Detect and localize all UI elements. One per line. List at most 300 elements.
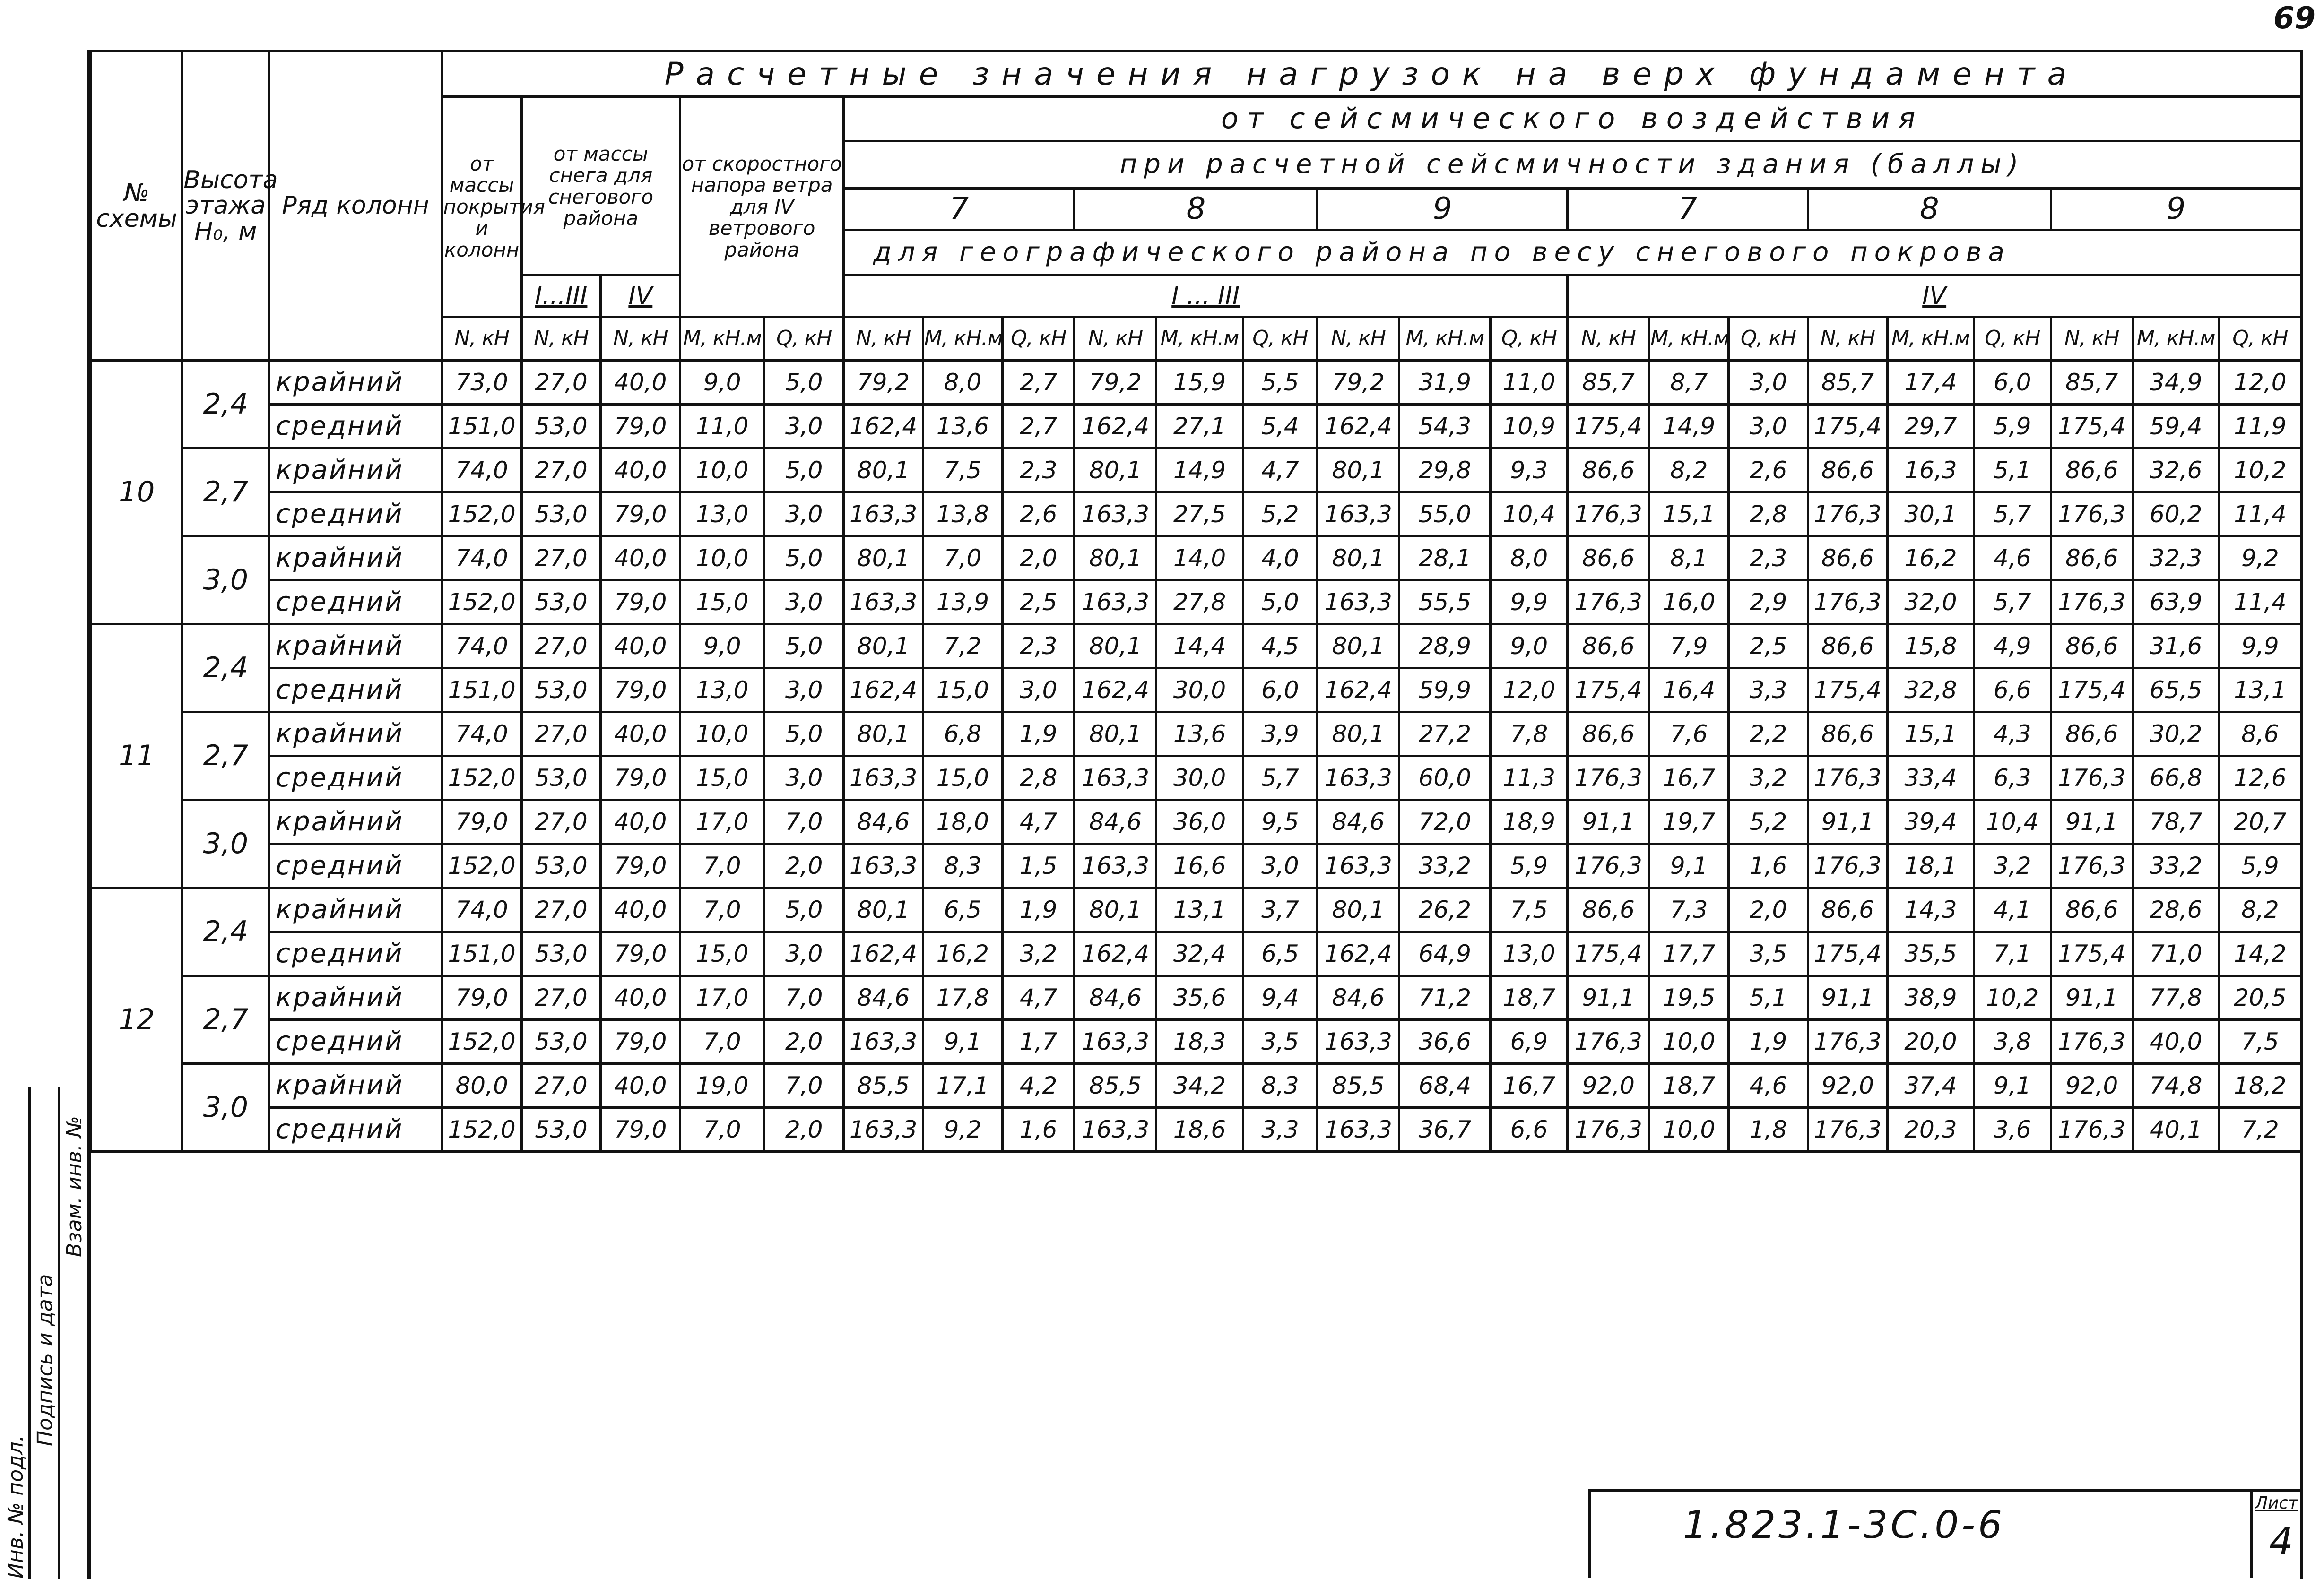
column-row-name: крайний <box>269 536 442 580</box>
unit-snow13-n: N, кН <box>521 317 601 361</box>
value-cell: 1,6 <box>1729 844 1808 888</box>
value-cell: 4,2 <box>1002 1064 1075 1108</box>
value-cell: 151,0 <box>442 932 521 976</box>
value-cell: 3,3 <box>1729 668 1808 712</box>
value-cell: 163,3 <box>1075 844 1156 888</box>
loads-table <box>90 50 2302 1153</box>
value-cell: 36,7 <box>1399 1108 1491 1152</box>
value-cell: 10,0 <box>680 536 764 580</box>
value-cell: 17,0 <box>680 800 764 844</box>
value-cell: 26,2 <box>1399 888 1491 932</box>
value-cell: 3,2 <box>1974 844 2051 888</box>
value-cell: 9,1 <box>1649 844 1729 888</box>
value-cell: 2,8 <box>1729 492 1808 536</box>
value-cell: 175,4 <box>2051 405 2133 449</box>
sheet-number: 4 <box>2269 1519 2293 1563</box>
value-cell: 9,0 <box>1491 624 1568 668</box>
value-cell: 86,6 <box>1568 888 1649 932</box>
value-cell: 8,0 <box>923 361 1003 405</box>
value-cell: 59,4 <box>2133 405 2219 449</box>
value-cell: 162,4 <box>1318 668 1399 712</box>
geo-group-1-3: I ... III <box>844 276 1568 317</box>
seismic-header: от сейсмического воздействия <box>844 97 2301 141</box>
value-cell: 176,3 <box>2051 580 2133 624</box>
value-cell: 80,1 <box>1075 624 1156 668</box>
value-cell: 1,9 <box>1002 712 1075 756</box>
value-cell: 176,3 <box>1808 756 1887 800</box>
value-cell: 64,9 <box>1399 932 1491 976</box>
geo-region-header: для географического района по весу снегового покрова <box>844 230 2301 276</box>
value-cell: 19,7 <box>1649 800 1729 844</box>
value-cell: 17,8 <box>923 976 1003 1020</box>
value-cell: 7,0 <box>680 1108 764 1152</box>
value-cell: 163,3 <box>1075 492 1156 536</box>
table-row <box>91 449 2301 492</box>
value-cell: 3,0 <box>764 492 844 536</box>
value-cell: 176,3 <box>2051 756 2133 800</box>
value-cell: 18,3 <box>1156 1020 1243 1064</box>
value-cell: 77,8 <box>2133 976 2219 1020</box>
value-cell: 8,2 <box>2219 888 2301 932</box>
value-cell: 10,2 <box>2219 449 2301 492</box>
value-cell: 85,5 <box>844 1064 923 1108</box>
value-cell: 40,0 <box>601 624 680 668</box>
value-cell: 79,2 <box>1318 361 1399 405</box>
value-cell: 2,0 <box>764 1020 844 1064</box>
value-cell: 175,4 <box>1568 668 1649 712</box>
value-cell: 152,0 <box>442 580 521 624</box>
column-row-header: Ряд колонн <box>269 52 442 361</box>
value-cell: 152,0 <box>442 492 521 536</box>
value-cell: 79,0 <box>601 668 680 712</box>
value-cell: 66,8 <box>2133 756 2219 800</box>
table-row <box>91 844 2301 888</box>
value-cell: 4,1 <box>1974 888 2051 932</box>
unit-seismic: M, кН.м <box>923 317 1003 361</box>
value-cell: 27,0 <box>521 712 601 756</box>
value-cell: 34,9 <box>2133 361 2219 405</box>
value-cell: 15,1 <box>1649 492 1729 536</box>
table-row <box>91 361 2301 405</box>
table-row <box>91 492 2301 536</box>
floor-height: 3,0 <box>182 800 269 888</box>
value-cell: 74,0 <box>442 624 521 668</box>
column-row-name: средний <box>269 580 442 624</box>
floor-height: 2,4 <box>182 361 269 449</box>
value-cell: 3,9 <box>1243 712 1318 756</box>
column-row-name: крайний <box>269 624 442 668</box>
value-cell: 86,6 <box>2051 712 2133 756</box>
value-cell: 80,1 <box>1318 449 1399 492</box>
unit-snow4-n: N, кН <box>601 317 680 361</box>
floor-height: 2,7 <box>182 712 269 800</box>
value-cell: 3,8 <box>1974 1020 2051 1064</box>
value-cell: 17,4 <box>1887 361 1974 405</box>
value-cell: 10,0 <box>1649 1108 1729 1152</box>
value-cell: 15,0 <box>923 668 1003 712</box>
value-cell: 79,0 <box>442 976 521 1020</box>
value-cell: 10,2 <box>1974 976 2051 1020</box>
value-cell: 163,3 <box>1075 580 1156 624</box>
value-cell: 53,0 <box>521 668 601 712</box>
stamp-replace-label: Взам. инв. № <box>62 1116 87 1257</box>
value-cell: 15,1 <box>1887 712 1974 756</box>
column-row-name: средний <box>269 405 442 449</box>
value-cell: 5,5 <box>1243 361 1318 405</box>
value-cell: 162,4 <box>844 932 923 976</box>
value-cell: 55,0 <box>1399 492 1491 536</box>
value-cell: 9,0 <box>680 361 764 405</box>
value-cell: 9,2 <box>2219 536 2301 580</box>
value-cell: 163,3 <box>1318 492 1399 536</box>
value-cell: 79,0 <box>601 1020 680 1064</box>
value-cell: 175,4 <box>1808 405 1887 449</box>
value-cell: 15,0 <box>923 756 1003 800</box>
value-cell: 4,5 <box>1243 624 1318 668</box>
value-cell: 31,6 <box>2133 624 2219 668</box>
value-cell: 2,9 <box>1729 580 1808 624</box>
value-cell: 3,7 <box>1243 888 1318 932</box>
value-cell: 13,0 <box>680 668 764 712</box>
value-cell: 3,0 <box>764 932 844 976</box>
ball-9-b: 9 <box>2051 189 2301 230</box>
value-cell: 2,2 <box>1729 712 1808 756</box>
value-cell: 163,3 <box>844 492 923 536</box>
value-cell: 176,3 <box>1808 844 1887 888</box>
value-cell: 79,0 <box>601 756 680 800</box>
value-cell: 163,3 <box>1075 1020 1156 1064</box>
value-cell: 32,8 <box>1887 668 1974 712</box>
value-cell: 74,0 <box>442 536 521 580</box>
scheme-no-header: № схемы <box>91 52 182 361</box>
value-cell: 18,2 <box>2219 1064 2301 1108</box>
value-cell: 79,2 <box>844 361 923 405</box>
table-row <box>91 888 2301 932</box>
floor-height: 2,7 <box>182 449 269 536</box>
value-cell: 11,4 <box>2219 492 2301 536</box>
column-row-name: крайний <box>269 449 442 492</box>
table-row <box>91 712 2301 756</box>
value-cell: 176,3 <box>1808 1020 1887 1064</box>
value-cell: 80,1 <box>844 624 923 668</box>
value-cell: 7,5 <box>2219 1020 2301 1064</box>
value-cell: 15,0 <box>680 756 764 800</box>
value-cell: 163,3 <box>1075 756 1156 800</box>
column-row-name: крайний <box>269 712 442 756</box>
value-cell: 3,0 <box>1729 361 1808 405</box>
value-cell: 27,0 <box>521 976 601 1020</box>
value-cell: 55,5 <box>1399 580 1491 624</box>
value-cell: 85,7 <box>1568 361 1649 405</box>
value-cell: 33,2 <box>2133 844 2219 888</box>
value-cell: 176,3 <box>2051 1108 2133 1152</box>
value-cell: 80,1 <box>1318 536 1399 580</box>
value-cell: 9,1 <box>1974 1064 2051 1108</box>
scheme-number: 12 <box>91 888 182 1152</box>
value-cell: 5,0 <box>764 888 844 932</box>
value-cell: 53,0 <box>521 580 601 624</box>
value-cell: 7,0 <box>764 1064 844 1108</box>
value-cell: 162,4 <box>1075 932 1156 976</box>
value-cell: 80,1 <box>1075 536 1156 580</box>
value-cell: 16,2 <box>923 932 1003 976</box>
value-cell: 1,6 <box>1002 1108 1075 1152</box>
value-cell: 14,9 <box>1649 405 1729 449</box>
value-cell: 5,4 <box>1243 405 1318 449</box>
value-cell: 36,0 <box>1156 800 1243 844</box>
value-cell: 30,0 <box>1156 668 1243 712</box>
value-cell: 163,3 <box>844 756 923 800</box>
value-cell: 86,6 <box>2051 624 2133 668</box>
value-cell: 27,0 <box>521 624 601 668</box>
column-row-name: средний <box>269 932 442 976</box>
value-cell: 30,0 <box>1156 756 1243 800</box>
value-cell: 7,6 <box>1649 712 1729 756</box>
value-cell: 5,0 <box>764 712 844 756</box>
unit-seismic: Q, кН <box>1491 317 1568 361</box>
value-cell: 37,4 <box>1887 1064 1974 1108</box>
value-cell: 8,0 <box>1491 536 1568 580</box>
unit-seismic: M, кН.м <box>1399 317 1491 361</box>
value-cell: 163,3 <box>1318 580 1399 624</box>
value-cell: 8,3 <box>1243 1064 1318 1108</box>
value-cell: 13,6 <box>923 405 1003 449</box>
value-cell: 15,0 <box>680 580 764 624</box>
value-cell: 7,0 <box>680 844 764 888</box>
value-cell: 13,0 <box>680 492 764 536</box>
unit-seismic: M, кН.м <box>1887 317 1974 361</box>
value-cell: 2,7 <box>1002 405 1075 449</box>
value-cell: 13,1 <box>1156 888 1243 932</box>
value-cell: 8,6 <box>2219 712 2301 756</box>
value-cell: 30,2 <box>2133 712 2219 756</box>
table-row <box>91 932 2301 976</box>
ball-7-a: 7 <box>844 189 1075 230</box>
value-cell: 32,4 <box>1156 932 1243 976</box>
value-cell: 11,9 <box>2219 405 2301 449</box>
value-cell: 78,7 <box>2133 800 2219 844</box>
value-cell: 71,0 <box>2133 932 2219 976</box>
table-row <box>91 756 2301 800</box>
value-cell: 5,7 <box>1243 756 1318 800</box>
value-cell: 2,6 <box>1002 492 1075 536</box>
value-cell: 84,6 <box>1075 800 1156 844</box>
stamp-col-replace <box>59 1087 89 1579</box>
value-cell: 7,0 <box>764 800 844 844</box>
value-cell: 14,2 <box>2219 932 2301 976</box>
value-cell: 4,7 <box>1002 976 1075 1020</box>
value-cell: 18,1 <box>1887 844 1974 888</box>
value-cell: 9,9 <box>2219 624 2301 668</box>
value-cell: 10,4 <box>1491 492 1568 536</box>
unit-roof-n: N, кН <box>442 317 521 361</box>
value-cell: 175,4 <box>2051 932 2133 976</box>
unit-seismic: M, кН.м <box>1156 317 1243 361</box>
value-cell: 91,1 <box>1808 800 1887 844</box>
value-cell: 40,0 <box>601 976 680 1020</box>
value-cell: 86,6 <box>2051 536 2133 580</box>
value-cell: 91,1 <box>2051 976 2133 1020</box>
value-cell: 17,0 <box>680 976 764 1020</box>
value-cell: 4,6 <box>1729 1064 1808 1108</box>
value-cell: 10,4 <box>1974 800 2051 844</box>
value-cell: 4,9 <box>1974 624 2051 668</box>
value-cell: 10,0 <box>680 712 764 756</box>
side-stamp <box>0 1087 90 1579</box>
value-cell: 16,2 <box>1887 536 1974 580</box>
value-cell: 175,4 <box>1568 405 1649 449</box>
value-cell: 15,9 <box>1156 361 1243 405</box>
value-cell: 5,1 <box>1729 976 1808 1020</box>
wind-header: от скоростного напора ветра для IV ветрового района <box>680 97 844 317</box>
value-cell: 11,3 <box>1491 756 1568 800</box>
value-cell: 2,8 <box>1002 756 1075 800</box>
stamp-col-sign <box>29 1087 60 1579</box>
value-cell: 8,3 <box>923 844 1003 888</box>
value-cell: 5,0 <box>764 361 844 405</box>
value-cell: 7,2 <box>2219 1108 2301 1152</box>
value-cell: 8,1 <box>1649 536 1729 580</box>
value-cell: 27,0 <box>521 361 601 405</box>
value-cell: 9,4 <box>1243 976 1318 1020</box>
value-cell: 40,0 <box>601 536 680 580</box>
value-cell: 176,3 <box>1808 1108 1887 1152</box>
value-cell: 2,5 <box>1729 624 1808 668</box>
value-cell: 152,0 <box>442 1020 521 1064</box>
value-cell: 79,2 <box>1075 361 1156 405</box>
value-cell: 2,0 <box>1002 536 1075 580</box>
floor-height: 2,7 <box>182 976 269 1064</box>
stamp-sign-label: Подпись и дата <box>33 1274 57 1446</box>
value-cell: 79,0 <box>601 1108 680 1152</box>
unit-seismic: N, кН <box>2051 317 2133 361</box>
value-cell: 32,0 <box>1887 580 1974 624</box>
value-cell: 40,0 <box>601 1064 680 1108</box>
value-cell: 40,0 <box>601 361 680 405</box>
value-cell: 4,7 <box>1002 800 1075 844</box>
value-cell: 1,9 <box>1002 888 1075 932</box>
value-cell: 3,2 <box>1002 932 1075 976</box>
value-cell: 16,3 <box>1887 449 1974 492</box>
value-cell: 80,1 <box>1075 888 1156 932</box>
value-cell: 85,7 <box>1808 361 1887 405</box>
value-cell: 9,3 <box>1491 449 1568 492</box>
value-cell: 20,3 <box>1887 1108 1974 1152</box>
table-row <box>91 668 2301 712</box>
value-cell: 73,0 <box>442 361 521 405</box>
value-cell: 175,4 <box>1808 932 1887 976</box>
table-title: Расчетные значения нагрузок на верх фундамента <box>442 52 2301 97</box>
column-row-name: крайний <box>269 888 442 932</box>
value-cell: 92,0 <box>1808 1064 1887 1108</box>
value-cell: 86,6 <box>1808 624 1887 668</box>
floor-height: 2,4 <box>182 888 269 976</box>
unit-seismic: Q, кН <box>1974 317 2051 361</box>
value-cell: 6,5 <box>1243 932 1318 976</box>
value-cell: 16,0 <box>1649 580 1729 624</box>
column-row-name: средний <box>269 1108 442 1152</box>
floor-height: 3,0 <box>182 536 269 624</box>
value-cell: 163,3 <box>1318 756 1399 800</box>
unit-seismic: N, кН <box>844 317 923 361</box>
value-cell: 2,5 <box>1002 580 1075 624</box>
column-row-name: средний <box>269 844 442 888</box>
value-cell: 86,6 <box>1808 449 1887 492</box>
value-cell: 2,0 <box>764 844 844 888</box>
value-cell: 27,0 <box>521 536 601 580</box>
value-cell: 17,1 <box>923 1064 1003 1108</box>
value-cell: 5,7 <box>1974 580 2051 624</box>
value-cell: 6,0 <box>1974 361 2051 405</box>
value-cell: 91,1 <box>1568 976 1649 1020</box>
value-cell: 35,6 <box>1156 976 1243 1020</box>
value-cell: 27,0 <box>521 1064 601 1108</box>
value-cell: 5,9 <box>1974 405 2051 449</box>
unit-seismic: N, кН <box>1568 317 1649 361</box>
value-cell: 13,9 <box>923 580 1003 624</box>
value-cell: 14,3 <box>1887 888 1974 932</box>
value-cell: 9,5 <box>1243 800 1318 844</box>
value-cell: 16,7 <box>1491 1064 1568 1108</box>
roof-mass-header: от массы покрытия и колонн <box>442 97 521 317</box>
unit-seismic: N, кН <box>1075 317 1156 361</box>
value-cell: 32,6 <box>2133 449 2219 492</box>
value-cell: 151,0 <box>442 668 521 712</box>
value-cell: 40,1 <box>2133 1108 2219 1152</box>
value-cell: 20,5 <box>2219 976 2301 1020</box>
value-cell: 5,0 <box>764 536 844 580</box>
table-row <box>91 1108 2301 1152</box>
column-row-name: крайний <box>269 976 442 1020</box>
value-cell: 3,0 <box>764 580 844 624</box>
value-cell: 32,3 <box>2133 536 2219 580</box>
floor-height: 2,4 <box>182 624 269 712</box>
column-row-name: крайний <box>269 1064 442 1108</box>
value-cell: 3,0 <box>1002 668 1075 712</box>
value-cell: 28,9 <box>1399 624 1491 668</box>
value-cell: 27,1 <box>1156 405 1243 449</box>
value-cell: 175,4 <box>1568 932 1649 976</box>
snow-region-1-3: I...III <box>521 276 601 317</box>
unit-seismic: Q, кН <box>1243 317 1318 361</box>
unit-seismic: M, кН.м <box>2133 317 2219 361</box>
value-cell: 80,1 <box>844 449 923 492</box>
value-cell: 65,5 <box>2133 668 2219 712</box>
unit-seismic: Q, кН <box>1002 317 1075 361</box>
value-cell: 79,0 <box>601 932 680 976</box>
column-row-name: средний <box>269 492 442 536</box>
value-cell: 1,9 <box>1729 1020 1808 1064</box>
value-cell: 163,3 <box>1075 1108 1156 1152</box>
value-cell: 33,2 <box>1399 844 1491 888</box>
value-cell: 74,0 <box>442 449 521 492</box>
value-cell: 16,4 <box>1649 668 1729 712</box>
value-cell: 18,7 <box>1649 1064 1729 1108</box>
value-cell: 2,0 <box>764 1108 844 1152</box>
value-cell: 80,1 <box>844 536 923 580</box>
value-cell: 2,3 <box>1002 624 1075 668</box>
value-cell: 40,0 <box>601 888 680 932</box>
value-cell: 4,0 <box>1243 536 1318 580</box>
value-cell: 74,0 <box>442 712 521 756</box>
value-cell: 92,0 <box>1568 1064 1649 1108</box>
value-cell: 19,0 <box>680 1064 764 1108</box>
value-cell: 35,5 <box>1887 932 1974 976</box>
value-cell: 36,6 <box>1399 1020 1491 1064</box>
floor-height-header: Высота этажа H₀, м <box>182 52 269 361</box>
value-cell: 162,4 <box>1318 932 1399 976</box>
value-cell: 16,7 <box>1649 756 1729 800</box>
